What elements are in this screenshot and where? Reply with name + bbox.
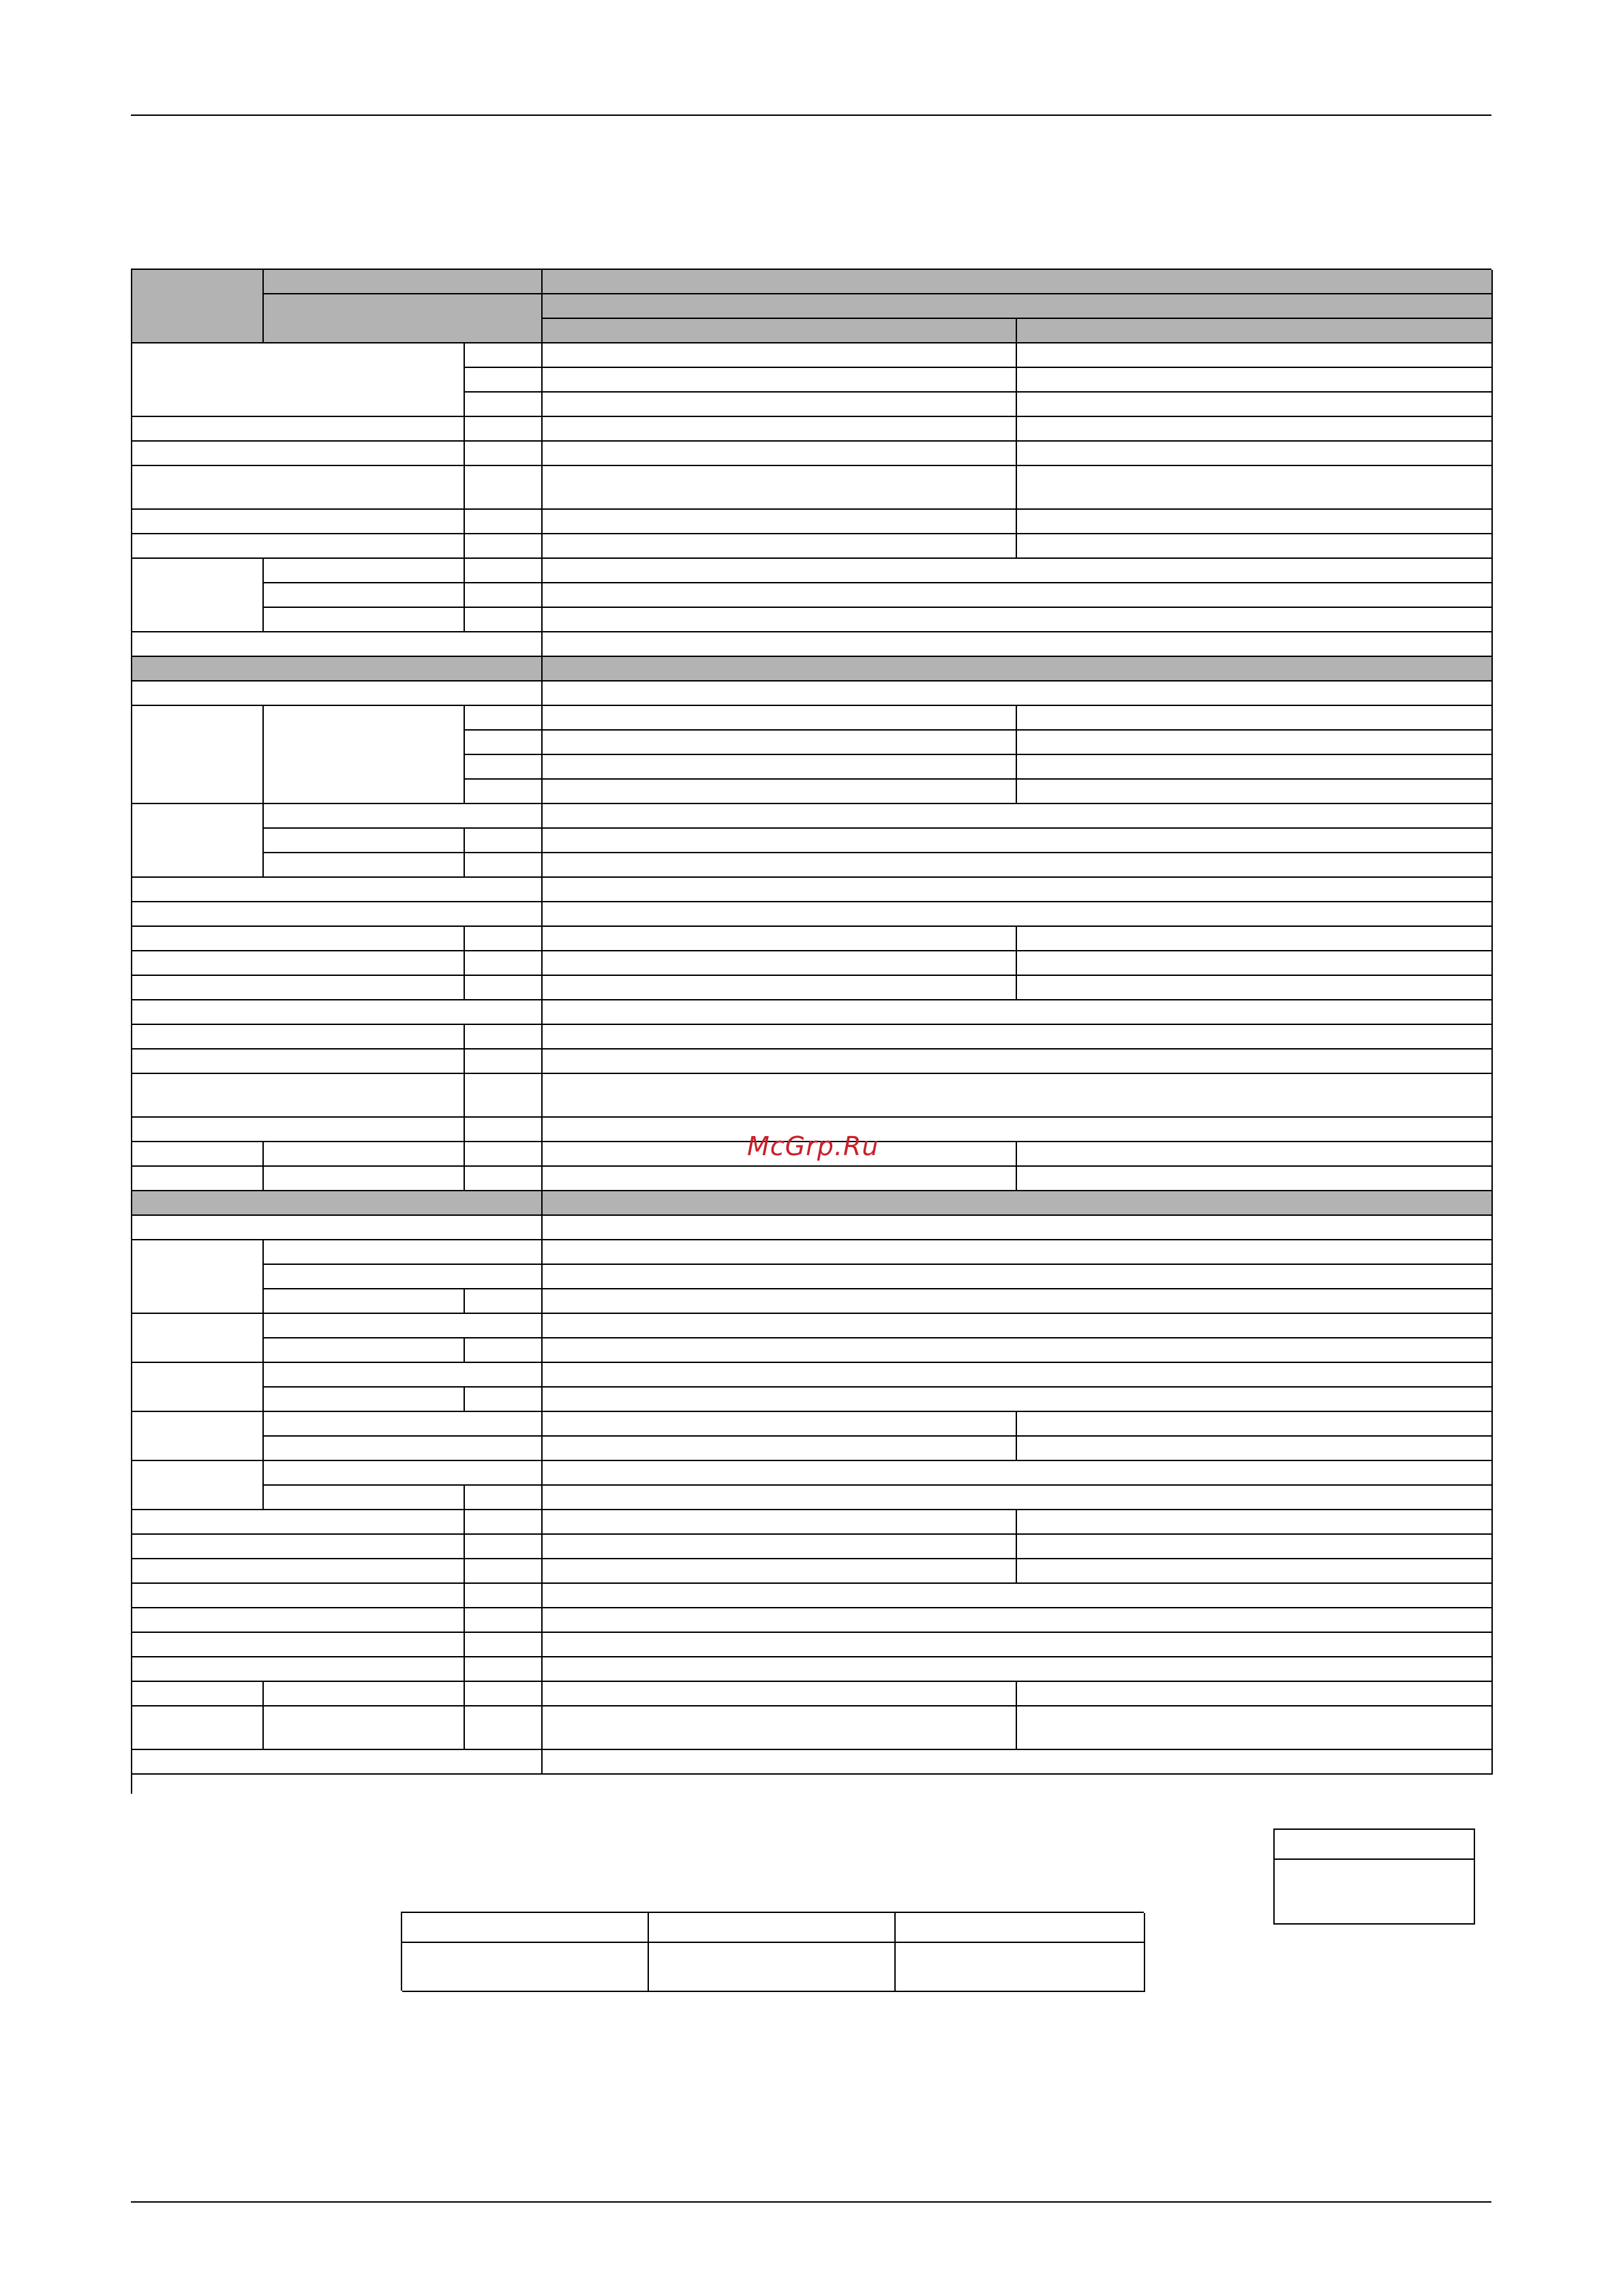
table-cell: [465, 1025, 543, 1050]
table-cell: [543, 951, 1017, 976]
table-cell: [543, 466, 1017, 510]
table-cell: [132, 417, 465, 442]
bottom-table-header-cell: [896, 1913, 1145, 1943]
table-cell: [465, 1584, 543, 1608]
table-cell: [543, 1167, 1017, 1191]
table-cell: [543, 442, 1017, 466]
table-cell: [132, 1682, 264, 1706]
table-cell: [465, 559, 543, 583]
table-cell: [1017, 510, 1493, 534]
table-cell: [465, 510, 543, 534]
header-cell: [1017, 319, 1493, 343]
table-cell: [465, 1486, 543, 1510]
table-cell: [1017, 1167, 1493, 1191]
table-cell: [132, 1461, 264, 1510]
table-cell: [465, 1074, 543, 1118]
table-cell: [1017, 393, 1493, 417]
table-cell: [543, 1363, 1493, 1388]
table-cell: [465, 1118, 543, 1142]
table-cell: [264, 804, 543, 829]
table-cell: [543, 1412, 1017, 1437]
section-header: [543, 657, 1493, 682]
bottom-table-cell: [649, 1943, 896, 1992]
table-cell: [465, 343, 543, 368]
table-cell: [465, 976, 543, 1000]
table-cell: [543, 1682, 1017, 1706]
table-cell: [465, 1289, 543, 1314]
header-cell: [543, 270, 1493, 294]
table-cell: [465, 1657, 543, 1682]
table-cell: [465, 1388, 543, 1412]
table-cell: [543, 510, 1017, 534]
table-cell: [543, 780, 1017, 804]
table-cell: [1017, 534, 1493, 559]
table-cell: [264, 853, 465, 878]
table-cell: [132, 1657, 465, 1682]
table-cell: [465, 1338, 543, 1363]
table-cell: [543, 976, 1017, 1000]
table-cell: [465, 1510, 543, 1535]
table-cell: [465, 927, 543, 951]
table-cell: [1017, 951, 1493, 976]
table-cell: [543, 853, 1493, 878]
table-cell: [264, 1412, 543, 1437]
table-cell: [465, 1167, 543, 1191]
table-cell: [1017, 976, 1493, 1000]
table-cell: [132, 1314, 264, 1363]
table-cell: [132, 1363, 264, 1412]
table-cell: [132, 1000, 543, 1025]
table-cell: [132, 951, 465, 976]
table-cell: [132, 559, 264, 632]
table-cell: [465, 393, 543, 417]
table-cell: [465, 368, 543, 393]
table-cell: [543, 1437, 1017, 1461]
table-cell: [132, 682, 543, 706]
table-cell: [264, 1706, 465, 1750]
table-cell: [264, 1461, 543, 1486]
table-cell: [543, 1633, 1493, 1657]
table-cell: [132, 1412, 264, 1461]
bottom-table: [401, 1912, 1144, 1991]
table-cell: [264, 1265, 543, 1289]
table-cell: [264, 559, 465, 583]
table-cell: [132, 1584, 465, 1608]
table-cell: [543, 1074, 1493, 1118]
table-cell: [465, 1706, 543, 1750]
table-cell: [132, 1025, 465, 1050]
table-cell: [132, 1706, 264, 1750]
table-cell: [543, 417, 1017, 442]
table-cell: [465, 466, 543, 510]
table-cell: [132, 632, 543, 657]
table-cell: [543, 1314, 1493, 1338]
table-cell: [132, 1559, 465, 1584]
table-cell: [543, 608, 1493, 632]
table-cell: [543, 706, 1017, 731]
table-cell: [1017, 343, 1493, 368]
table-cell: [132, 1118, 465, 1142]
table-cell: [1017, 442, 1493, 466]
table-cell: [543, 1338, 1493, 1363]
header-rule: [131, 114, 1491, 116]
table-cell: [1017, 1142, 1493, 1167]
table-cell: [465, 706, 543, 731]
table-cell: [465, 1142, 543, 1167]
table-cell: [543, 583, 1493, 608]
table-cell: [132, 510, 465, 534]
bottom-table-header-cell: [649, 1913, 896, 1943]
footer-rule: [131, 2201, 1491, 2203]
table-cell: [1017, 1559, 1493, 1584]
table-cell: [543, 1240, 1493, 1265]
header-cell: [543, 294, 1493, 319]
table-cell: [264, 829, 465, 853]
table-cell: [465, 534, 543, 559]
table-cell: [132, 466, 465, 510]
table-cell: [1017, 755, 1493, 780]
table-cell: [543, 1559, 1017, 1584]
watermark-text: McGrp.Ru: [747, 1131, 879, 1161]
table-cell: [465, 755, 543, 780]
table-cell: [465, 780, 543, 804]
header-cell: [543, 319, 1017, 343]
table-cell: [132, 976, 465, 1000]
table-cell: [264, 1338, 465, 1363]
spec-table: [131, 269, 1491, 1794]
table-cell: [132, 706, 264, 804]
table-cell: [543, 1657, 1493, 1682]
table-cell: [543, 534, 1017, 559]
table-cell: [543, 343, 1017, 368]
table-cell: [132, 902, 543, 927]
table-cell: [465, 1608, 543, 1633]
table-cell: [264, 1682, 465, 1706]
header-cell: [264, 270, 543, 294]
table-cell: [264, 1240, 543, 1265]
table-cell: [132, 1167, 264, 1191]
table-cell: [1017, 466, 1493, 510]
table-cell: [1017, 1706, 1493, 1750]
table-cell: [543, 1535, 1017, 1559]
table-cell: [1017, 1535, 1493, 1559]
table-cell: [465, 1050, 543, 1074]
side-box-divider: [1275, 1858, 1474, 1860]
table-cell: [132, 1142, 264, 1167]
table-cell: [543, 1000, 1493, 1025]
table-cell: [465, 583, 543, 608]
table-cell: [132, 927, 465, 951]
section-header: [543, 1191, 1493, 1216]
section-header: [132, 1191, 543, 1216]
table-cell: [543, 755, 1017, 780]
table-cell: [1017, 927, 1493, 951]
table-cell: [264, 1363, 543, 1388]
table-cell: [543, 1388, 1493, 1412]
table-cell: [264, 706, 465, 804]
table-cell: [132, 1240, 264, 1314]
table-cell: [264, 1437, 543, 1461]
table-cell: [543, 1289, 1493, 1314]
table-cell: [543, 393, 1017, 417]
table-cell: [132, 1633, 465, 1657]
header-cell: [132, 270, 264, 343]
table-cell: [1017, 1412, 1493, 1437]
table-cell: [543, 1584, 1493, 1608]
table-cell: [543, 1510, 1017, 1535]
table-cell: [132, 534, 465, 559]
table-cell: [132, 1074, 465, 1118]
table-cell: [543, 1265, 1493, 1289]
table-cell: [132, 1510, 465, 1535]
bottom-table-cell: [896, 1943, 1145, 1992]
table-cell: [1017, 706, 1493, 731]
table-cell: [543, 682, 1493, 706]
table-cell: [264, 1167, 465, 1191]
table-cell: [543, 829, 1493, 853]
table-cell: [543, 1608, 1493, 1633]
table-cell: [264, 1289, 465, 1314]
table-cell: [543, 632, 1493, 657]
table-cell: [543, 1050, 1493, 1074]
table-cell: [465, 951, 543, 976]
table-cell: [543, 1486, 1493, 1510]
table-cell: [465, 442, 543, 466]
table-cell: [465, 1682, 543, 1706]
table-cell: [543, 878, 1493, 902]
table-cell: [1017, 1437, 1493, 1461]
table-cell: [264, 583, 465, 608]
table-cell: [1017, 731, 1493, 755]
table-cell: [543, 927, 1017, 951]
table-cell: [1017, 417, 1493, 442]
table-cell: [132, 1608, 465, 1633]
table-cell: [465, 417, 543, 442]
table-cell: [132, 878, 543, 902]
table-cell: [132, 343, 465, 417]
table-cell: [543, 1461, 1493, 1486]
table-cell: [465, 608, 543, 632]
table-cell: [465, 1633, 543, 1657]
table-cell: [543, 1706, 1017, 1750]
table-cell: [1017, 368, 1493, 393]
table-cell: [132, 1050, 465, 1074]
table-cell: [1017, 1510, 1493, 1535]
table-cell: [132, 1535, 465, 1559]
bottom-table-cell: [402, 1943, 649, 1992]
table-cell: [465, 1535, 543, 1559]
table-cell: [264, 1388, 465, 1412]
table-cell: [543, 804, 1493, 829]
table-cell: [543, 1118, 1493, 1142]
table-cell: [543, 902, 1493, 927]
table-cell: [264, 1486, 465, 1510]
side-box: [1273, 1828, 1475, 1925]
table-cell: [543, 1025, 1493, 1050]
bottom-table-header-cell: [402, 1913, 649, 1943]
header-cell: [264, 294, 543, 343]
table-cell: [1017, 1682, 1493, 1706]
table-cell: [264, 1314, 543, 1338]
table-cell: [1017, 780, 1493, 804]
table-cell: [132, 442, 465, 466]
table-cell: [465, 1559, 543, 1584]
table-cell: [132, 1216, 543, 1240]
table-cell: [465, 853, 543, 878]
table-cell: [543, 368, 1017, 393]
table-cell: [465, 731, 543, 755]
table-cell: [264, 608, 465, 632]
table-cell: [132, 804, 264, 878]
table-cell: [465, 829, 543, 853]
table-cell: [264, 1142, 465, 1167]
section-header: [132, 657, 543, 682]
table-cell: [543, 1750, 1493, 1775]
table-cell: [543, 731, 1017, 755]
table-cell: [132, 1750, 543, 1775]
table-cell: [543, 1216, 1493, 1240]
table-cell: [543, 559, 1493, 583]
